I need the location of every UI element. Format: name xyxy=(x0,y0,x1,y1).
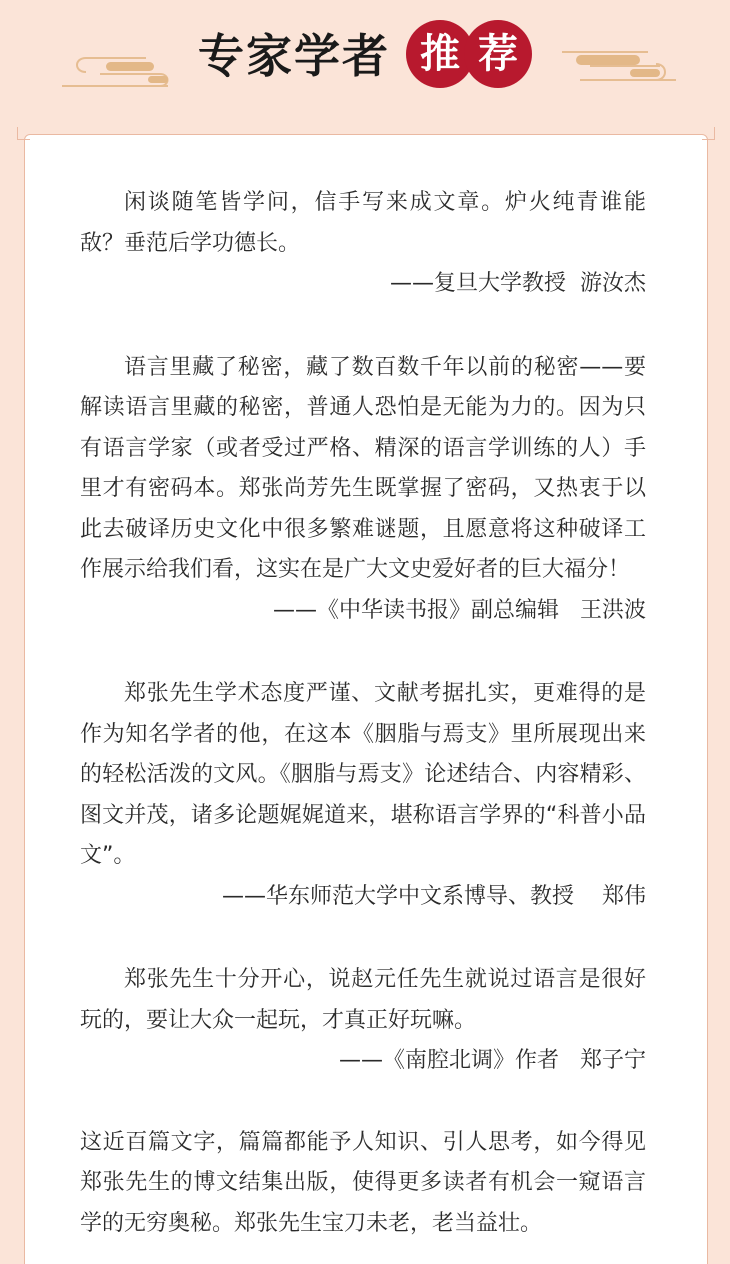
quote-text: 闲谈随笔皆学问，信手写来成文章。炉火纯青谁能敌？垂范后学功德长。 xyxy=(80,190,646,256)
section-title: 专家学者 xyxy=(198,29,390,83)
title-circle-1: 推 xyxy=(406,20,474,88)
cloud-ornament-right-icon xyxy=(560,44,686,90)
cloud-ornament-left-icon xyxy=(60,48,178,94)
quote-item xyxy=(80,348,646,632)
quote-text: 郑张先生十分开心，说赵元任先生就说过语言是很好玩的，要让大众一起玩，才真正好玩嘛。 xyxy=(80,967,646,1033)
quote-attribution: ——华东师范大学中文系博导、教授 郑伟 xyxy=(222,883,646,909)
spacer xyxy=(80,917,646,960)
quote-text: 这近百篇文字，篇篇都能予人知识、引人思考，如今得见郑张先生的博文结集出版，使得更多读者有机会一窥语言学的无穷奥秘。郑张先生宝刀未老，老当益壮。 xyxy=(80,1129,646,1236)
quote-item xyxy=(80,1123,646,1245)
spacer xyxy=(80,305,646,348)
quote-item xyxy=(80,674,646,917)
quote-text: 语言里藏了秘密，藏了数百数千年以前的秘密——要解读语言里藏的秘密，普通人恐怕是无能为力的。因为只有语言学家（或者受过严格、精深的语言学训练的人）手里才有密码本。郑张尚芳先生既掌握了密码，又热衷于以此去破译历史文化中很多繁难谜题，且愿意将这种破译工作展示给我们看，这实在是广大文史爱好者的巨大福分！ xyxy=(80,354,646,582)
header xyxy=(0,0,730,130)
title-circle-2: 荐 xyxy=(464,20,532,88)
quotes-list xyxy=(80,183,646,1244)
spacer xyxy=(80,1082,646,1123)
quote-attribution: ——《中华读书报》副总编辑 王洪波 xyxy=(273,597,646,623)
quote-text: 郑张先生学术态度严谨、文献考据扎实，更难得的是作为知名学者的他，在这本《胭脂与焉支》里所展现出来的轻松活泼的文风。《胭脂与焉支》论述结合、内容精彩、图文并茂，诸多论题娓娓道来，堪称语言学界的“科普小品文”。 xyxy=(80,681,646,868)
quote-attribution: ——复旦大学教授 游汝杰 xyxy=(390,271,646,296)
spacer xyxy=(80,631,646,674)
card-corner-tl xyxy=(17,127,30,140)
quote-item xyxy=(80,960,646,1082)
card-corner-tr xyxy=(702,127,715,140)
quote-item xyxy=(80,183,646,305)
quote-attribution: ——《南腔北调》作者 郑子宁 xyxy=(339,1048,646,1073)
title-highlight xyxy=(406,20,534,88)
